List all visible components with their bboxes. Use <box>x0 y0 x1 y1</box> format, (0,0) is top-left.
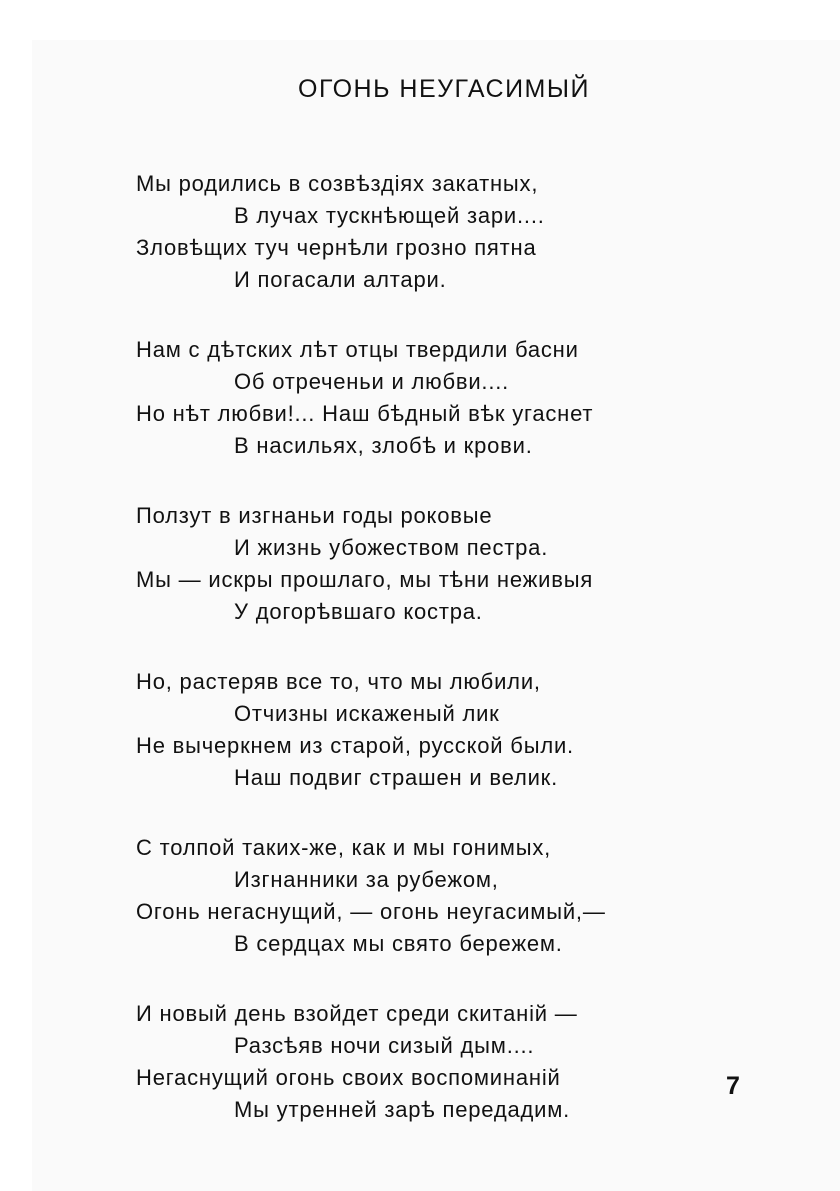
poem-line: У догорѣвшаго костра. <box>234 599 483 624</box>
poem-line: Зловѣщих туч чернѣли грозно пятна <box>136 235 537 260</box>
poem-line: И новый день взойдет среди скитаній — <box>136 1001 578 1026</box>
stanza-5 <box>136 832 736 960</box>
poem-line: Мы — искры прошлаго, мы тѣни неживыя <box>136 567 594 592</box>
poem-line: Негаснущий огонь своих воспоминаній <box>136 1065 561 1090</box>
stanza-4 <box>136 666 736 794</box>
poem-line: Нам с дѣтских лѣт отцы твердили басни <box>136 337 579 362</box>
page-number: 7 <box>726 1072 740 1100</box>
poem-line: Но нѣт любви!... Наш бѣдный вѣк угаснет <box>136 401 594 426</box>
poem-line: Мы утренней зарѣ передадим. <box>234 1097 571 1122</box>
poem-line: Огонь негаснущий, — огонь неугасимый,— <box>136 899 606 924</box>
poem-line: Мы родились в созвѣздіях закатных, <box>136 171 539 196</box>
stanza-1 <box>136 168 736 296</box>
poem-line: В насильях, злобѣ и крови. <box>234 433 533 458</box>
poem-body <box>136 168 736 1164</box>
stanza-2 <box>136 334 736 462</box>
poem-line: С толпой таких-же, как и мы гонимых, <box>136 835 552 860</box>
poem-title: ОГОНЬ НЕУГАСИМЫЙ <box>298 75 590 103</box>
stanza-3 <box>136 500 736 628</box>
poem-line: Наш подвиг страшен и велик. <box>234 765 559 790</box>
poem-line: В сердцах мы свято бережем. <box>234 931 563 956</box>
poem-line: Но, растеряв все то, что мы любили, <box>136 669 541 694</box>
poem-line: Об отреченьи и любви.... <box>234 369 510 394</box>
poem-line: Разсѣяв ночи сизый дым.... <box>234 1033 535 1058</box>
poem-line: И жизнь убожеством пестра. <box>234 535 549 560</box>
poem-line: Отчизны искаженый лик <box>234 701 500 726</box>
poem-line: Не вычеркнем из старой, русской были. <box>136 733 574 758</box>
poem-line: И погасали алтари. <box>234 267 447 292</box>
poem-line: Ползут в изгнаньи годы роковые <box>136 503 493 528</box>
stanza-6 <box>136 998 736 1126</box>
poem-line: В лучах тускнѣющей зари.... <box>234 203 545 228</box>
poem-line: Изгнанники за рубежом, <box>234 867 499 892</box>
